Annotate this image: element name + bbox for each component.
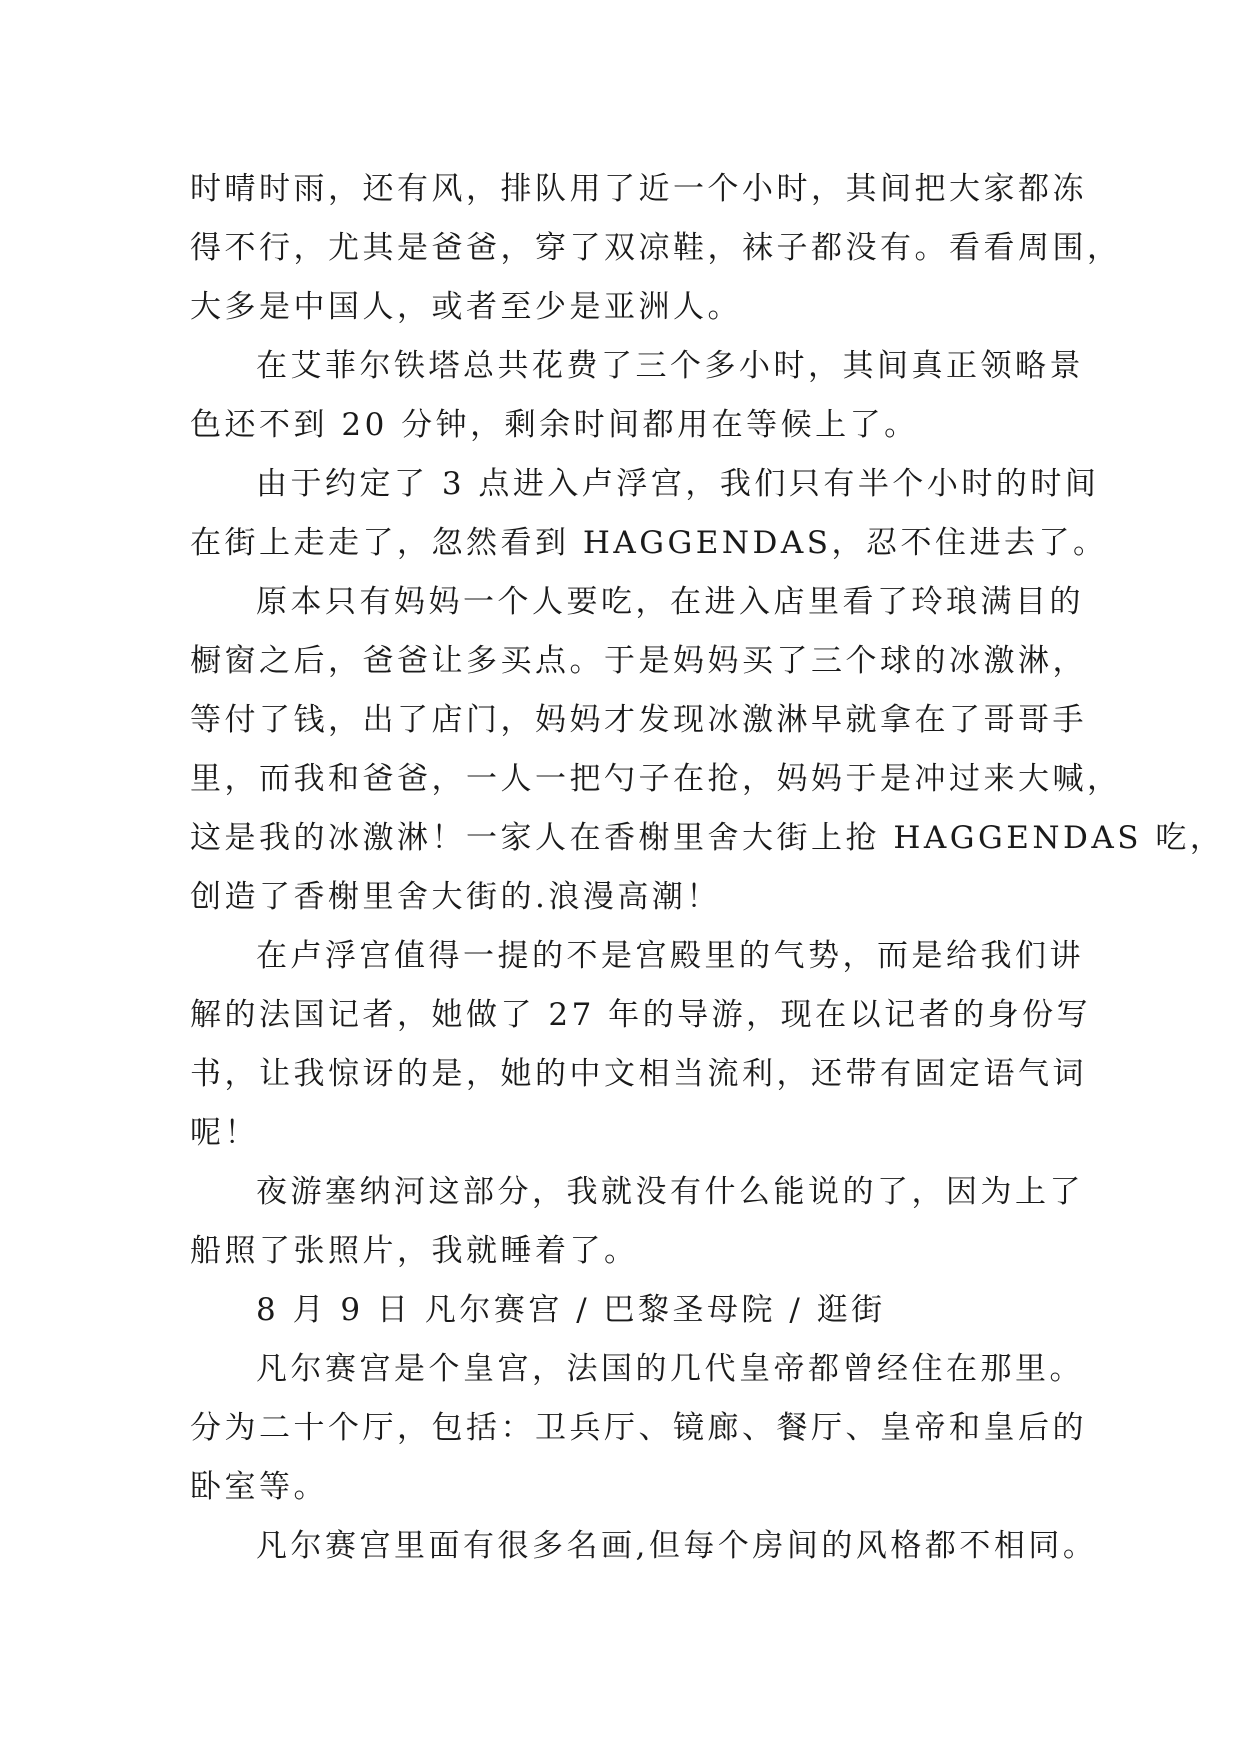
text-line: 创造了香榭里舍大街的.浪漫高潮！ (190, 879, 721, 915)
text-line: 等付了钱，出了店门，妈妈才发现冰激淋早就拿在了哥哥手 (190, 702, 1087, 738)
text-line: 凡尔赛宫是个皇宫，法国的几代皇帝都曾经住在那里。 (256, 1351, 1084, 1387)
text-line: 得不行，尤其是爸爸，穿了双凉鞋，袜子都没有。看看周围， (190, 230, 1122, 266)
text-line: 色还不到 20 分钟，剩余时间都用在等候上了。 (190, 407, 919, 443)
text-line: 在街上走走了，忽然看到 HAGGENDAS，忍不住进去了。 (190, 525, 1108, 561)
text-line: 夜游塞纳河这部分，我就没有什么能说的了，因为上了 (256, 1174, 1084, 1210)
text-line: 在卢浮宫值得一提的不是宫殿里的气势，而是给我们讲 (256, 938, 1084, 974)
text-line: 这是我的冰激淋！一家人在香榭里舍大街上抢 HAGGENDAS 吃， (190, 820, 1225, 856)
text-line: 船照了张照片，我就睡着了。 (190, 1233, 639, 1269)
text-line: 呢！ (190, 1115, 259, 1151)
text-line: 大多是中国人，或者至少是亚洲人。 (190, 289, 742, 325)
text-line: 由于约定了 3 点进入卢浮宫，我们只有半个小时的时间 (256, 466, 1100, 502)
text-line: 分为二十个厅，包括：卫兵厅、镜廊、餐厅、皇帝和皇后的 (190, 1410, 1087, 1446)
text-line: 原本只有妈妈一个人要吃，在进入店里看了玲琅满目的 (256, 584, 1084, 620)
text-line: 时晴时雨，还有风，排队用了近一个小时，其间把大家都冻 (190, 171, 1087, 207)
text-line: 凡尔赛宫里面有很多名画,但每个房间的风格都不相同。 (256, 1528, 1098, 1564)
text-line: 书，让我惊讶的是，她的中文相当流利，还带有固定语气词 (190, 1056, 1087, 1092)
text-line: 橱窗之后，爸爸让多买点。于是妈妈买了三个球的冰激淋， (190, 643, 1087, 679)
document-body (190, 160, 1225, 1576)
text-line: 里，而我和爸爸，一人一把勺子在抢，妈妈于是冲过来大喊， (190, 761, 1122, 797)
text-line: 卧室等。 (190, 1469, 328, 1505)
text-line: 8 月 9 日 凡尔赛宫 / 巴黎圣母院 / 逛街 (256, 1292, 886, 1328)
text-line: 解的法国记者，她做了 27 年的导游，现在以记者的身份写 (190, 997, 1092, 1033)
text-line: 在艾菲尔铁塔总共花费了三个多小时，其间真正领略景 (256, 348, 1084, 384)
